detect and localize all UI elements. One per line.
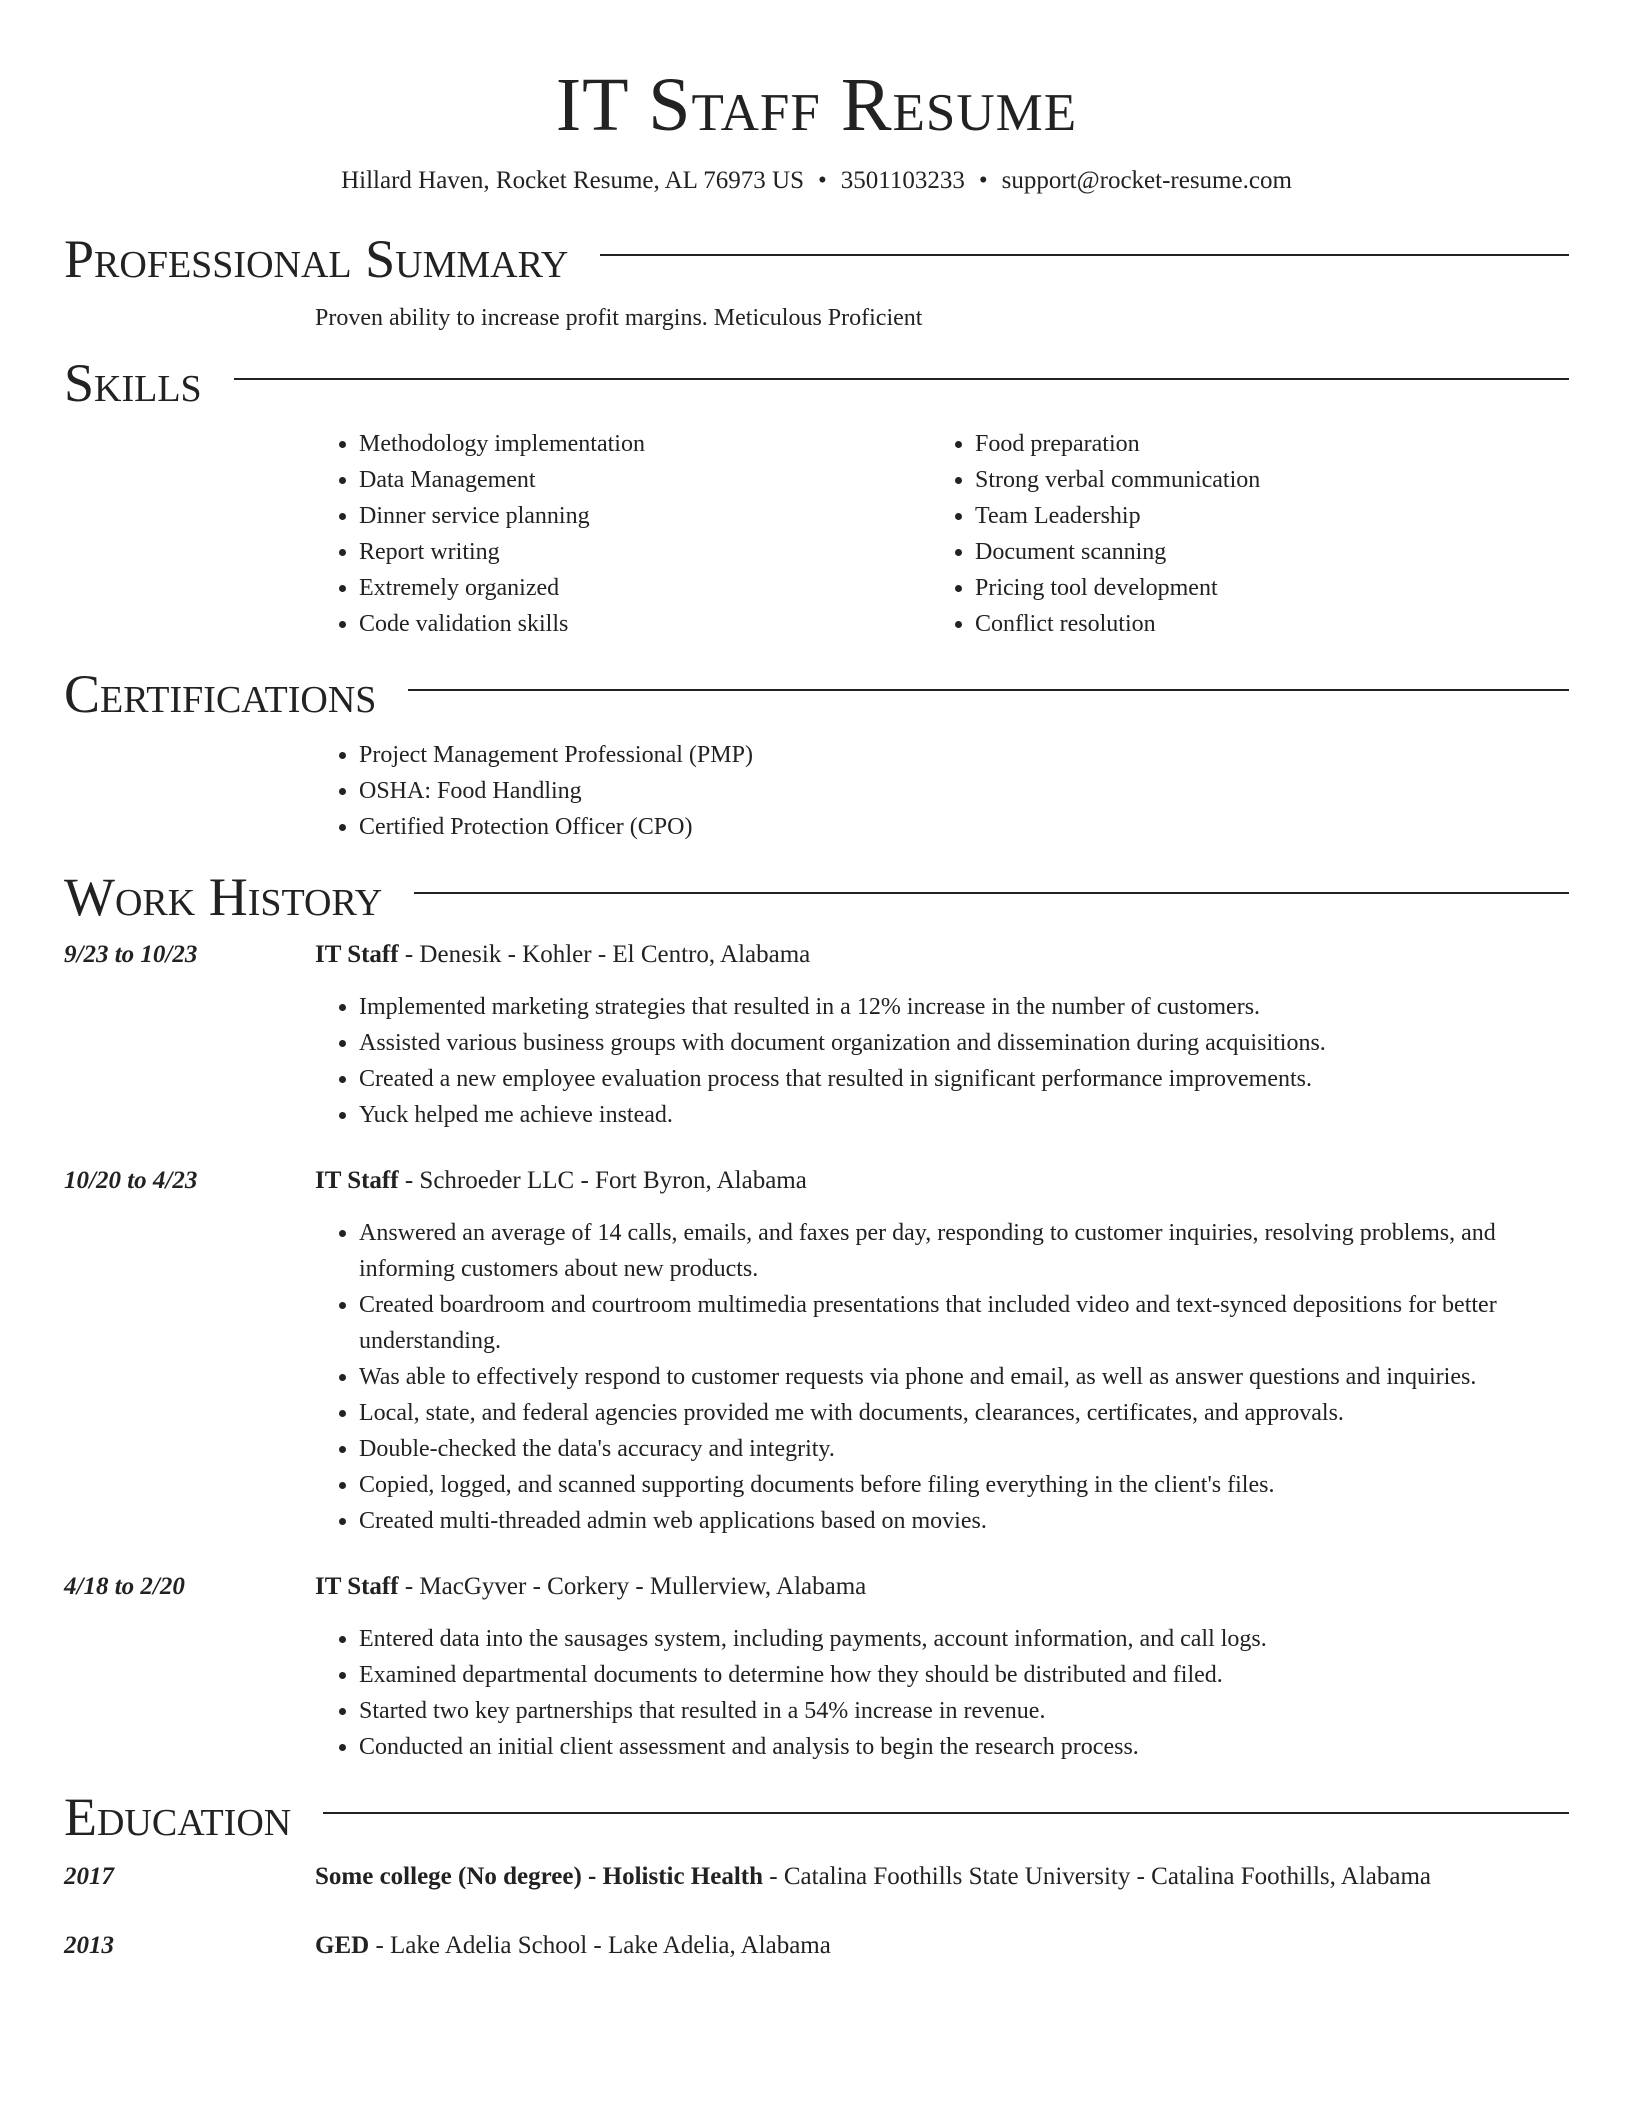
section-divider: [323, 1812, 1569, 1814]
contact-email: support@rocket-resume.com: [1001, 167, 1292, 194]
education-line: [315, 1859, 1569, 1895]
summary-heading: Professional Summary: [64, 229, 569, 289]
education-heading: Education: [64, 1787, 292, 1847]
skill-item: • Pricing tool development: [975, 570, 1547, 606]
work-heading: Work History: [64, 867, 383, 927]
job-entry: [64, 937, 1569, 1133]
job-title-line: [315, 1569, 1569, 1605]
section-divider: [600, 254, 1569, 256]
resume-title: IT Staff Resume: [555, 63, 1078, 147]
education-degree: Some college (No degree) - Holistic Health: [315, 1863, 764, 1890]
job-bullet: • Answered an average of 14 calls, emails, and faxes per day, responding to customer inquiries, resolving problems, and informing customers about new products.: [359, 1215, 1569, 1287]
education-details: [315, 1859, 1569, 1895]
job-bullet: • Was able to effectively respond to customer requests via phone and email, as well as answer questions and inquiries.: [359, 1359, 1569, 1395]
certification-item: • Certified Protection Officer (CPO): [359, 809, 1569, 845]
work-section-header: [64, 867, 1569, 927]
skill-item: • Report writing: [359, 534, 931, 570]
skills-heading: Skills: [64, 353, 202, 413]
skill-item: • Methodology implementation: [359, 426, 931, 462]
job-dates: 4/18 to 2/20: [64, 1573, 185, 1600]
summary-text: Proven ability to increase profit margins. Meticulous Proficient: [315, 305, 923, 331]
job-bullet: • Started two key partnerships that resulted in a 54% increase in revenue.: [359, 1693, 1569, 1729]
job-bullet: • Double-checked the data's accuracy and integrity.: [359, 1431, 1569, 1467]
job-entry: [64, 1569, 1569, 1765]
job-details: [315, 1569, 1569, 1765]
job-bullet: • Created boardroom and courtroom multimedia presentations that included video and text-synced depositions for better understanding.: [359, 1287, 1569, 1359]
job-employer: - Schroeder LLC - Fort Byron, Alabama: [398, 1167, 807, 1194]
skills-column-left: [315, 426, 931, 642]
education-school: - Catalina Foothills State University - Catalina Foothills, Alabama: [763, 1863, 1431, 1890]
job-role: IT Staff: [315, 941, 399, 968]
section-divider: [414, 892, 1569, 894]
skill-item: • Dinner service planning: [359, 498, 931, 534]
skills-section-header: [64, 353, 1569, 413]
education-entry: [64, 1859, 1569, 1895]
education-school: - Lake Adelia School - Lake Adelia, Alabama: [369, 1932, 831, 1959]
job-details: [315, 937, 1569, 1133]
job-role: IT Staff: [315, 1573, 399, 1600]
job-bullet: • Implemented marketing strategies that resulted in a 12% increase in the number of customers.: [359, 989, 1569, 1025]
skill-item: • Data Management: [359, 462, 931, 498]
certifications-content: [315, 737, 1569, 845]
contact-line: [64, 164, 1569, 198]
job-title-line: [315, 937, 1569, 973]
job-bullet: • Examined departmental documents to determine how they should be distributed and filed.: [359, 1657, 1569, 1693]
contact-phone: 3501103233: [840, 167, 965, 194]
skill-item: • Team Leadership: [975, 498, 1547, 534]
job-bullet: • Yuck helped me achieve instead.: [359, 1097, 1569, 1133]
job-bullet: • Assisted various business groups with document organization and dissemination during acquisitions.: [359, 1025, 1569, 1061]
job-employer: - MacGyver - Corkery - Mullerview, Alabama: [398, 1573, 867, 1600]
job-bullet: • Created multi-threaded admin web applications based on movies.: [359, 1503, 1569, 1539]
summary-content: [315, 300, 1569, 336]
skill-item: • Conflict resolution: [975, 606, 1547, 642]
certification-item: • Project Management Professional (PMP): [359, 737, 1569, 773]
skill-item: • Extremely organized: [359, 570, 931, 606]
contact-address: Hillard Haven, Rocket Resume, AL 76973 US: [341, 167, 804, 194]
skill-item: • Code validation skills: [359, 606, 931, 642]
education-entry: [64, 1928, 1569, 1964]
job-bullet: • Entered data into the sausages system, including payments, account information, and call logs.: [359, 1621, 1569, 1657]
job-dates: 9/23 to 10/23: [64, 941, 198, 968]
skill-item: • Strong verbal communication: [975, 462, 1547, 498]
job-dates: 10/20 to 4/23: [64, 1167, 198, 1194]
section-divider: [408, 689, 1569, 691]
education-year: 2013: [64, 1932, 114, 1959]
education-details: [315, 1928, 1569, 1964]
education-year: 2017: [64, 1863, 114, 1890]
job-employer: - Denesik - Kohler - El Centro, Alabama: [398, 941, 811, 968]
contact-separator: •: [817, 167, 827, 194]
certifications-section-header: [64, 664, 1569, 724]
certification-item: • OSHA: Food Handling: [359, 773, 1569, 809]
certifications-heading: Certifications: [64, 664, 377, 724]
section-divider: [234, 378, 1569, 380]
skills-column-right: [931, 426, 1547, 642]
job-bullets: [315, 1215, 1569, 1539]
job-title-line: [315, 1163, 1569, 1199]
education-line: [315, 1928, 1569, 1964]
skill-item: • Document scanning: [975, 534, 1547, 570]
job-details: [315, 1163, 1569, 1539]
summary-section-header: [64, 229, 1569, 289]
job-bullet: • Local, state, and federal agencies provided me with documents, clearances, certificates, and approvals.: [359, 1395, 1569, 1431]
skills-list: [315, 426, 1569, 642]
job-bullets: [315, 989, 1569, 1133]
job-role: IT Staff: [315, 1167, 399, 1194]
skill-item: • Food preparation: [975, 426, 1547, 462]
job-bullet: • Copied, logged, and scanned supporting documents before filing everything in the client's files.: [359, 1467, 1569, 1503]
education-section-header: [64, 1787, 1569, 1847]
job-bullet: • Conducted an initial client assessment and analysis to begin the research process.: [359, 1729, 1569, 1765]
contact-separator: •: [978, 167, 988, 194]
job-bullets: [315, 1621, 1569, 1765]
education-degree: GED: [315, 1932, 370, 1959]
job-bullet: • Created a new employee evaluation process that resulted in significant performance improvements.: [359, 1061, 1569, 1097]
job-entry: [64, 1163, 1569, 1539]
certifications-list: [315, 737, 1569, 845]
